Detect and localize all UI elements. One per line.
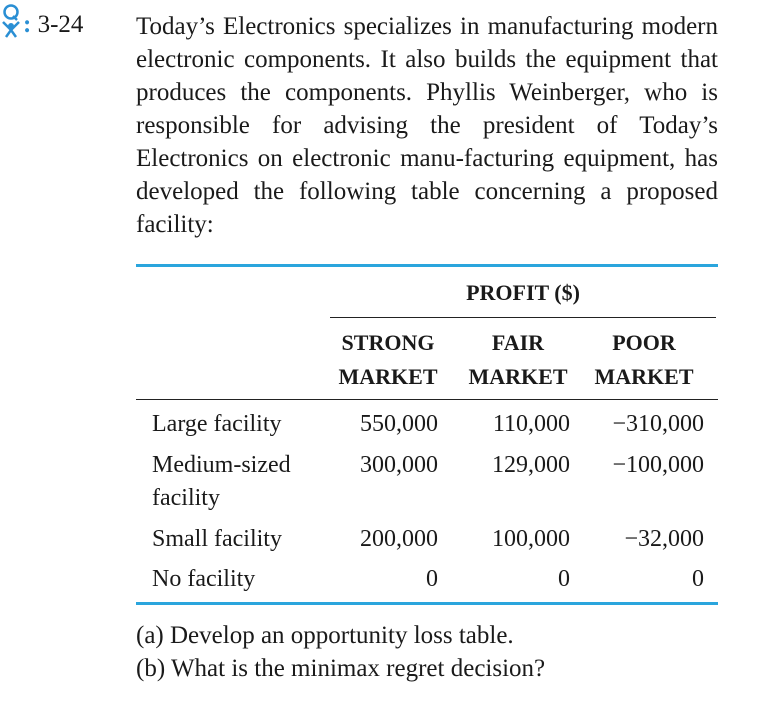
column-header-fair-line2: MARKET: [468, 364, 568, 389]
table-bottom-rule: [136, 602, 718, 605]
question-b: (b) What is the minimax regret decision?: [136, 655, 546, 682]
group-header-rule: [330, 317, 716, 318]
cell-none-poor: 0: [692, 566, 704, 592]
column-header-strong-line2: MARKET: [338, 364, 438, 389]
cell-small-poor: −32,000: [624, 526, 704, 552]
cell-small-strong: 200,000: [360, 526, 438, 552]
header-bottom-rule: [136, 399, 718, 400]
row-label-none: No facility: [152, 566, 256, 592]
row-label-medium: Medium-sized: [152, 452, 291, 478]
cell-large-fair: 110,000: [492, 411, 570, 437]
cell-none-strong: 0: [426, 566, 438, 592]
quiz-person-icon: [0, 4, 22, 38]
problem-number: : 3-24: [23, 11, 84, 38]
column-header-fair-line1: FAIR: [491, 330, 545, 355]
question-a: (a) Develop an opportunity loss table.: [136, 622, 514, 649]
cell-none-fair: 0: [558, 566, 570, 592]
row-label-medium-line2: facility: [152, 485, 220, 511]
column-header-poor-line1: POOR: [612, 330, 676, 355]
table-top-rule: [136, 264, 718, 267]
row-label-large: Large facility: [152, 411, 282, 437]
cell-large-poor: −310,000: [612, 411, 704, 437]
group-header: PROFIT ($): [466, 280, 580, 305]
cell-medium-poor: −100,000: [612, 452, 704, 478]
cell-medium-strong: 300,000: [360, 452, 438, 478]
row-label-small: Small facility: [152, 526, 282, 552]
problem-text: Today’s Electronics specializes in manufacturing modern electronic components. It also builds the equipment that produces the components. Phyllis Weinberger, who is responsible for advising the president of Today’s Electronics on electronic manu-facturing equipment, has developed the following table concerning a proposed facility:: [136, 13, 718, 238]
column-header-strong-line1: STRONG: [341, 330, 435, 355]
cell-large-strong: 550,000: [360, 411, 438, 437]
column-header-poor-line2: MARKET: [594, 364, 694, 389]
cell-medium-fair: 129,000: [492, 452, 570, 478]
cell-small-fair: 100,000: [492, 526, 570, 552]
